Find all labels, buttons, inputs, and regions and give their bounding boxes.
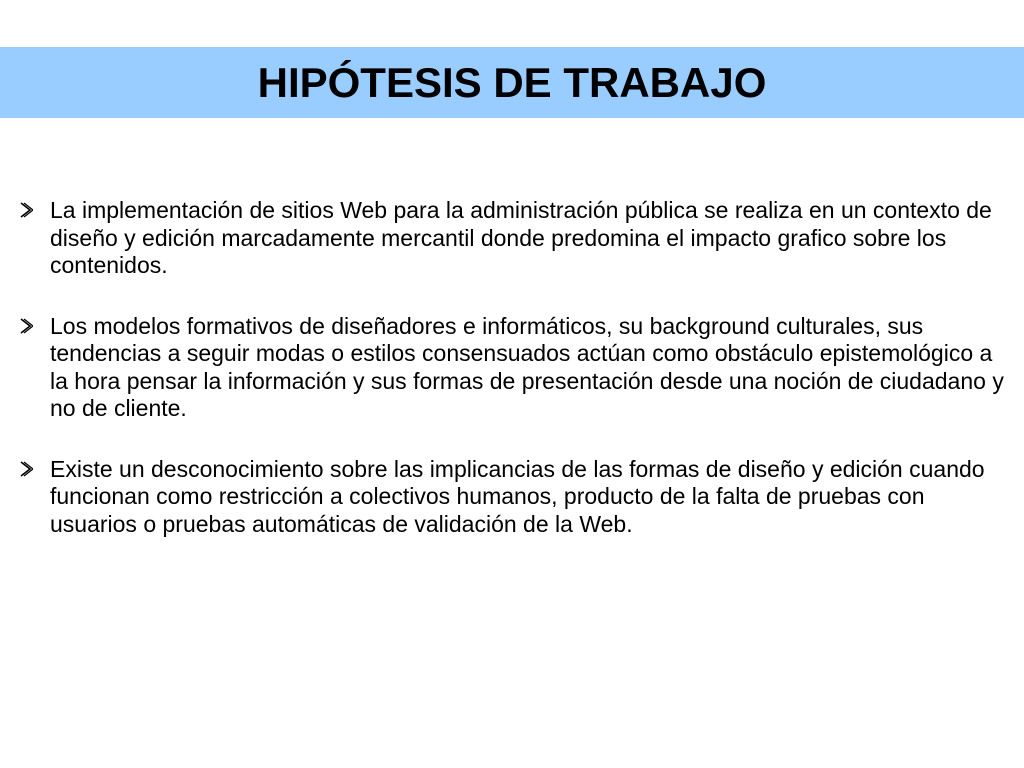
slide-title: HIPÓTESIS DE TRABAJO [257,58,767,106]
bullet-list [0,197,1024,571]
bullet-text: Existe un desconocimiento sobre las implicancias de las formas de diseño y edición cuando funcionan como restricción a colectivos humanos, producto de la falta de pruebas con usuarios o pruebas automáticas de validación de la Web. [50,455,985,537]
bullet-item [0,197,1024,280]
arrowhead-bullet-icon [19,460,33,478]
arrowhead-bullet-icon [19,317,33,335]
title-band [0,47,1024,118]
bullet-item [0,456,1024,539]
bullet-text: Los modelos formativos de diseñadores e informáticos, su background culturales, sus tendencias a seguir modas o estilos consensuados actúan como obstáculo epistemológico a la hora pensar la información y sus formas de presentación desde una noción de ciudadano y no de cliente. [50,312,1004,421]
bullet-item [0,313,1024,423]
bullet-text: La implementación de sitios Web para la administración pública se realiza en un contexto de diseño y edición marcadamente mercantil donde predomina el impacto grafico sobre los contenidos. [50,197,992,278]
arrowhead-bullet-icon [19,201,33,219]
